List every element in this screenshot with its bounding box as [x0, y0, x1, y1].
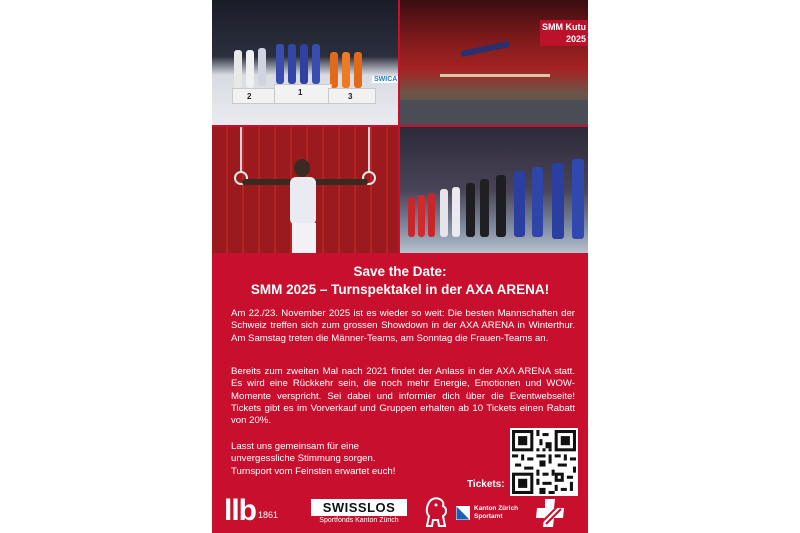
- podium-third-label: 3: [348, 92, 353, 101]
- team-gymnast: [276, 44, 284, 84]
- sponsor-logos: [212, 494, 588, 533]
- badge-line2: 2025: [565, 34, 586, 44]
- llb-logo-year: 1861: [258, 510, 279, 520]
- team-gymnast: [342, 52, 350, 88]
- ring-strap: [368, 127, 370, 173]
- team-gymnast: [312, 44, 320, 84]
- team-gymnast: [330, 52, 338, 88]
- swisslos-subtitle: Sportfonds Kanton Zürich: [319, 517, 399, 524]
- ring-gymnast-head: [294, 159, 310, 177]
- lineup-gymnast: [514, 171, 525, 237]
- podium-first-label: 1: [298, 88, 303, 97]
- podium-second-label: 2: [247, 92, 252, 101]
- event-flyer: [212, 0, 588, 533]
- podium-first: [274, 84, 332, 104]
- team-gymnast: [258, 48, 266, 86]
- tickets-qr-code[interactable]: [510, 428, 578, 496]
- lineup-gymnast: [408, 197, 415, 237]
- lineup-gymnast: [480, 179, 489, 237]
- closing-text: [231, 441, 441, 478]
- lineup-gymnast: [552, 163, 564, 239]
- lion-icon: [423, 496, 451, 530]
- lineup-gymnast: [572, 159, 584, 239]
- heading-line2: SMM 2025 – Turnspektakel in der AXA ARENA!: [250, 282, 550, 297]
- rings-photo: [212, 127, 398, 253]
- team-gymnast: [234, 50, 242, 88]
- badge-line1: SMM Kutu: [542, 22, 586, 32]
- ring-strap: [240, 127, 242, 173]
- lineup-gymnast: [452, 187, 460, 237]
- swiss-cross-icon: [533, 496, 567, 530]
- llb-logo-text: llb: [224, 494, 256, 527]
- arena-floor: [400, 100, 588, 125]
- lineup-gymnast: [532, 167, 543, 237]
- closing-line1: Lasst uns gemeinsam für eine: [231, 441, 359, 452]
- team-gymnast: [354, 52, 362, 88]
- lineup-gymnast: [496, 175, 506, 237]
- closing-line2: unvergessliche Stimmung sorgen.: [231, 453, 376, 465]
- balance-beam: [440, 74, 550, 77]
- intro-paragraph: Am 22./23. November 2025 ist es wieder so weit: Die besten Mannschaften der Schweiz treffen sich zum grossen Showdown in der AXA ARENA in Winterthur. Am Samstag treten die Männer-Teams, am Sonntag die Frauen-Teams an.: [231, 308, 575, 344]
- heading-line1: Save the Date:: [353, 264, 447, 279]
- swisslos-name: SWISSLOS: [311, 499, 407, 516]
- team-gymnast: [300, 44, 308, 84]
- lineup-gymnast: [418, 195, 425, 237]
- lineup-gymnast: [440, 189, 448, 237]
- arena-beam-photo: [400, 0, 588, 125]
- team-gymnast: [288, 44, 296, 84]
- kanton-zurich-logo: [474, 505, 518, 521]
- details-paragraph: Bereits zum zweiten Mal nach 2021 findet der Anlass in der AXA ARENA statt. Es wird eine Rückkehr sein, die noch mehr Energie, Emotionen und WOW-Momente verspricht. Sei dabei und informier dich über die Eventwebseite! Tickets gibt es im Vorverkauf und Gruppen erhalten ab 10 Tickets einen Rabatt von 20%.: [231, 366, 575, 427]
- team-gymnast: [246, 50, 254, 88]
- zurich-shield-icon: [456, 506, 470, 520]
- team-lineup-photo: [400, 127, 588, 253]
- lineup-gymnast: [428, 193, 435, 237]
- kanton-line2: Sportamt: [474, 513, 503, 520]
- smm-badge: [540, 20, 588, 46]
- beam-gymnast: [460, 41, 510, 57]
- lineup-gymnast: [466, 183, 475, 237]
- podium-second: [232, 88, 278, 104]
- closing-line3: Turnsport vom Feinsten erwartet euch!: [231, 465, 396, 477]
- flyer-heading: [212, 263, 588, 299]
- sponsor-banner: SWICA: [374, 76, 398, 83]
- kanton-line1: Kanton Zürich: [474, 505, 519, 512]
- ring-gymnast-body: [290, 177, 316, 225]
- podium-photo: [212, 0, 398, 125]
- qr-code-icon: [512, 430, 576, 494]
- ring-gymnast-legs: [292, 223, 316, 253]
- tickets-label: Tickets:: [467, 479, 505, 490]
- swisslos-logo: [311, 499, 407, 524]
- llb-logo: [224, 494, 279, 528]
